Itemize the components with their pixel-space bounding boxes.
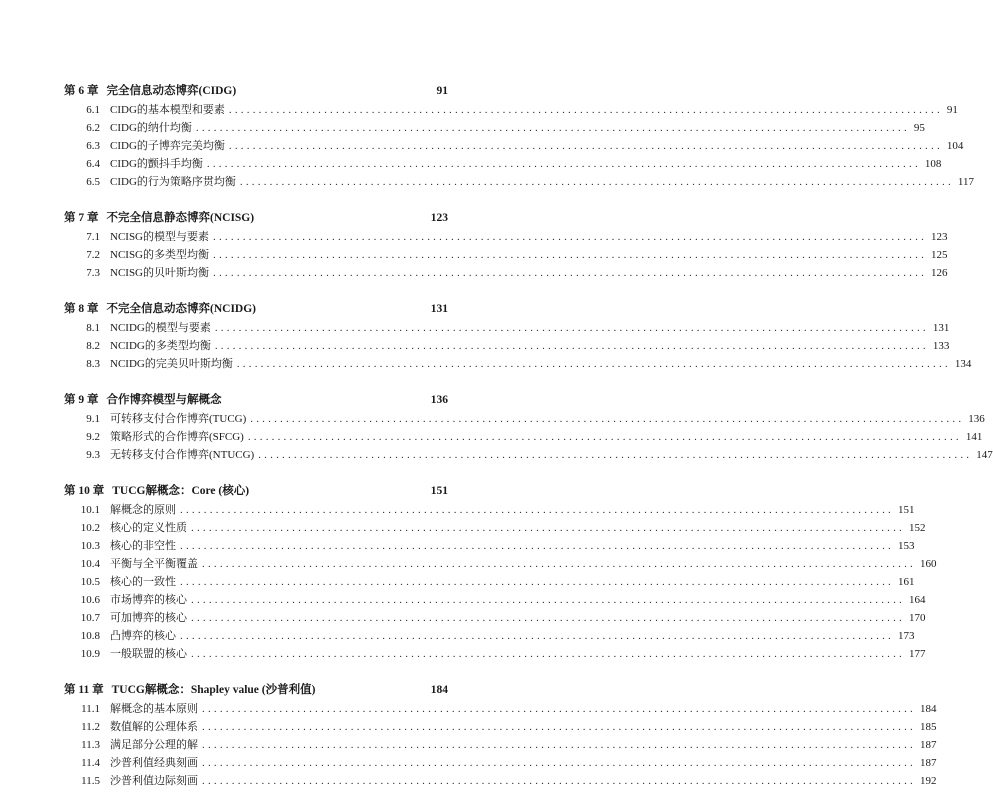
toc-section-entry[interactable] [64, 246, 948, 264]
chapter-title: TUCG解概念：Core (核心) [112, 485, 250, 497]
dot-leader: ........................................................................................................................ [213, 231, 928, 243]
section-number: 9.2 [86, 431, 100, 443]
section-number: 10.7 [80, 612, 100, 624]
section-page-number: 185 [920, 721, 937, 733]
toc-section-entry[interactable] [64, 627, 915, 645]
section-page-number: 151 [898, 504, 915, 516]
section-page-number: 123 [931, 231, 948, 243]
section-page-number: 153 [898, 540, 915, 552]
section-page-number: 125 [931, 249, 948, 261]
section-list [64, 228, 948, 282]
toc-section-entry[interactable] [64, 173, 974, 191]
toc-section-entry[interactable] [64, 609, 926, 627]
chapter-number: 第 9 章 [64, 394, 99, 406]
section-title: NCIDG的多类型均衡 [110, 340, 211, 352]
chapter-page-number: 123 [430, 212, 448, 224]
toc-section-entry[interactable] [64, 446, 993, 464]
chapter-page-number: 151 [430, 485, 448, 497]
section-page-number: 173 [898, 630, 915, 642]
dot-leader: ........................................................................................................................ [202, 775, 916, 787]
section-title: 核心的一致性 [110, 576, 176, 588]
section-number: 6.1 [86, 104, 100, 116]
toc-section-entry[interactable] [64, 355, 972, 373]
dot-leader: ........................................................................................................................ [191, 612, 905, 624]
section-title: 可转移支付合作博弈(TUCG) [110, 413, 247, 425]
section-page-number: 104 [946, 140, 964, 152]
dot-leader: ........................................................................................................................ [213, 249, 928, 261]
chapter-number: 第 11 章 [64, 684, 104, 696]
section-title: 核心的定义性质 [110, 522, 187, 534]
chapter-title: 合作博弈模型与解概念 [106, 394, 222, 406]
section-list [64, 410, 993, 464]
chapter-heading[interactable] [64, 391, 448, 410]
toc-chapter [64, 209, 948, 282]
section-page-number: 134 [954, 358, 972, 370]
toc-section-entry[interactable] [64, 718, 937, 736]
section-list [64, 319, 972, 373]
section-number: 8.2 [86, 340, 100, 352]
dot-leader: ........................................................................................................................ [202, 558, 916, 570]
toc-section-entry[interactable] [64, 519, 926, 537]
toc-chapter [64, 681, 937, 790]
toc-section-entry[interactable] [64, 772, 937, 790]
dot-leader: ........................................................................................................................ [202, 739, 916, 751]
toc-chapter [64, 482, 937, 663]
section-title: 满足部分公理的解 [110, 739, 198, 751]
toc-section-entry[interactable] [64, 645, 926, 663]
section-title: 解概念的原则 [110, 504, 176, 516]
section-number: 6.5 [86, 176, 100, 188]
section-page-number: 161 [898, 576, 915, 588]
toc-chapter [64, 391, 993, 464]
chapter-page-number: 91 [436, 85, 448, 97]
section-title: 一般联盟的核心 [110, 648, 187, 660]
table-of-contents [64, 82, 993, 808]
toc-section-entry[interactable] [64, 155, 942, 173]
section-title: 凸博弈的核心 [110, 630, 176, 642]
toc-chapter [64, 300, 972, 373]
section-number: 8.1 [86, 322, 100, 334]
chapter-title: 不完全信息动态博弈(NCIDG) [106, 303, 256, 315]
section-number: 7.1 [86, 231, 100, 243]
section-title: 市场博弈的核心 [110, 594, 187, 606]
dot-leader: ........................................................................................................................ [180, 576, 894, 588]
section-page-number: 192 [920, 775, 937, 787]
section-page-number: 170 [909, 612, 926, 624]
toc-section-entry[interactable] [64, 428, 983, 446]
section-number: 10.4 [80, 558, 100, 570]
dot-leader: ........................................................................................................................ [239, 176, 954, 188]
dot-leader: ........................................................................................................................ [258, 449, 973, 461]
dot-leader: ........................................................................................................................ [206, 158, 921, 170]
section-number: 10.9 [80, 648, 100, 660]
section-page-number: 126 [931, 267, 948, 279]
section-page-number: 91 [946, 104, 958, 116]
section-page-number: 141 [965, 431, 983, 443]
section-number: 7.3 [86, 267, 100, 279]
chapter-page-number: 136 [430, 394, 448, 406]
section-number: 10.5 [80, 576, 100, 588]
toc-section-entry[interactable] [64, 754, 937, 772]
chapter-title: TUCG解概念：Shapley value (沙普利值) [111, 684, 316, 696]
chapter-number: 第 8 章 [64, 303, 99, 315]
section-title: 解概念的基本原则 [110, 703, 198, 715]
toc-section-entry[interactable] [64, 501, 915, 519]
chapter-page-number: 184 [430, 684, 448, 696]
section-title: NCISG的多类型均衡 [110, 249, 210, 261]
toc-section-entry[interactable] [64, 119, 925, 137]
toc-section-entry[interactable] [64, 228, 948, 246]
section-page-number: 117 [957, 176, 974, 188]
chapter-heading[interactable] [64, 300, 448, 319]
section-title: CIDG的颤抖手均衡 [110, 158, 203, 170]
toc-section-entry[interactable] [64, 736, 937, 754]
toc-section-entry[interactable] [64, 573, 915, 591]
section-number: 6.2 [86, 122, 100, 134]
dot-leader: ........................................................................................................................ [202, 721, 916, 733]
section-page-number: 160 [920, 558, 937, 570]
section-list [64, 501, 937, 663]
section-page-number: 187 [920, 757, 937, 769]
section-title: CIDG的行为策略序贯均衡 [110, 176, 236, 188]
section-page-number: 184 [920, 703, 937, 715]
toc-section-entry[interactable] [64, 337, 950, 355]
section-page-number: 152 [909, 522, 926, 534]
section-page-number: 164 [909, 594, 926, 606]
dot-leader: ........................................................................................................................ [202, 757, 916, 769]
section-page-number: 133 [932, 340, 950, 352]
section-number: 8.3 [86, 358, 100, 370]
section-title: CIDG的基本模型和要素 [110, 104, 225, 116]
section-number: 11.3 [81, 739, 100, 751]
chapter-number: 第 10 章 [64, 485, 105, 497]
chapter-number: 第 6 章 [64, 85, 99, 97]
section-page-number: 187 [920, 739, 937, 751]
dot-leader: ........................................................................................................................ [214, 322, 929, 334]
section-title: 无转移支付合作博弈(NTUCG) [110, 449, 255, 461]
dot-leader: ........................................................................................................................ [228, 140, 943, 152]
section-number: 10.6 [80, 594, 100, 606]
section-number: 10.8 [80, 630, 100, 642]
chapter-heading[interactable] [64, 482, 448, 501]
section-number: 11.5 [81, 775, 100, 787]
section-number: 11.4 [81, 757, 100, 769]
section-title: 沙普利值经典刻画 [110, 757, 198, 769]
section-title: 数值解的公理体系 [110, 721, 198, 733]
section-number: 10.2 [80, 522, 100, 534]
section-number: 11.2 [81, 721, 100, 733]
toc-section-entry[interactable] [64, 410, 985, 428]
chapter-heading[interactable] [64, 209, 448, 228]
dot-leader: ........................................................................................................................ [228, 104, 943, 116]
dot-leader: ........................................................................................................................ [180, 540, 894, 552]
section-title: 平衡与全平衡覆盖 [110, 558, 198, 570]
section-number: 10.3 [80, 540, 100, 552]
section-number: 7.2 [86, 249, 100, 261]
section-number: 10.1 [80, 504, 100, 516]
section-number: 9.3 [86, 449, 100, 461]
chapter-heading[interactable] [64, 681, 448, 700]
section-title: CIDG的子博弈完美均衡 [110, 140, 225, 152]
section-number: 9.1 [86, 413, 100, 425]
section-title: 可加博弈的核心 [110, 612, 187, 624]
dot-leader: ........................................................................................................................ [247, 431, 962, 443]
chapter-heading[interactable] [64, 82, 448, 101]
section-page-number: 108 [924, 158, 942, 170]
section-page-number: 136 [968, 413, 985, 425]
toc-section-entry[interactable] [64, 264, 948, 282]
toc-section-entry[interactable] [64, 555, 937, 573]
dot-leader: ........................................................................................................................ [250, 413, 965, 425]
toc-chapter [64, 82, 974, 191]
dot-leader: ........................................................................................................................ [191, 594, 905, 606]
dot-leader: ........................................................................................................................ [214, 340, 929, 352]
dot-leader: ........................................................................................................................ [191, 522, 905, 534]
section-page-number: 95 [913, 122, 925, 134]
dot-leader: ........................................................................................................................ [195, 122, 910, 134]
section-title: NCISG的模型与要素 [110, 231, 210, 243]
dot-leader: ........................................................................................................................ [180, 504, 894, 516]
section-title: NCIDG的完美贝叶斯均衡 [110, 358, 233, 370]
dot-leader: ........................................................................................................................ [191, 648, 905, 660]
section-list [64, 101, 974, 191]
toc-section-entry[interactable] [64, 700, 937, 718]
chapter-number: 第 7 章 [64, 212, 99, 224]
section-page-number: 177 [909, 648, 926, 660]
dot-leader: ........................................................................................................................ [202, 703, 916, 715]
chapter-title: 不完全信息静态博弈(NCISG) [106, 212, 255, 224]
chapter-page-number: 131 [430, 303, 448, 315]
section-title: NCISG的贝叶斯均衡 [110, 267, 210, 279]
section-title: 沙普利值边际刻画 [110, 775, 198, 787]
section-number: 6.3 [86, 140, 100, 152]
toc-section-entry[interactable] [64, 101, 958, 119]
dot-leader: ........................................................................................................................ [236, 358, 951, 370]
chapter-title: 完全信息动态博弈(CIDG) [106, 85, 237, 97]
section-number: 6.4 [86, 158, 100, 170]
section-list [64, 700, 937, 790]
section-number: 11.1 [81, 703, 100, 715]
toc-section-entry[interactable] [64, 319, 950, 337]
toc-section-entry[interactable] [64, 537, 915, 555]
toc-section-entry[interactable] [64, 137, 964, 155]
section-title: 策略形式的合作博弈(SFCG) [110, 431, 244, 443]
section-title: NCIDG的模型与要素 [110, 322, 211, 334]
section-page-number: 131 [932, 322, 950, 334]
section-title: CIDG的纳什均衡 [110, 122, 192, 134]
dot-leader: ........................................................................................................................ [213, 267, 928, 279]
toc-section-entry[interactable] [64, 591, 926, 609]
section-page-number: 147 [976, 449, 993, 461]
section-title: 核心的非空性 [110, 540, 176, 552]
dot-leader: ........................................................................................................................ [180, 630, 894, 642]
